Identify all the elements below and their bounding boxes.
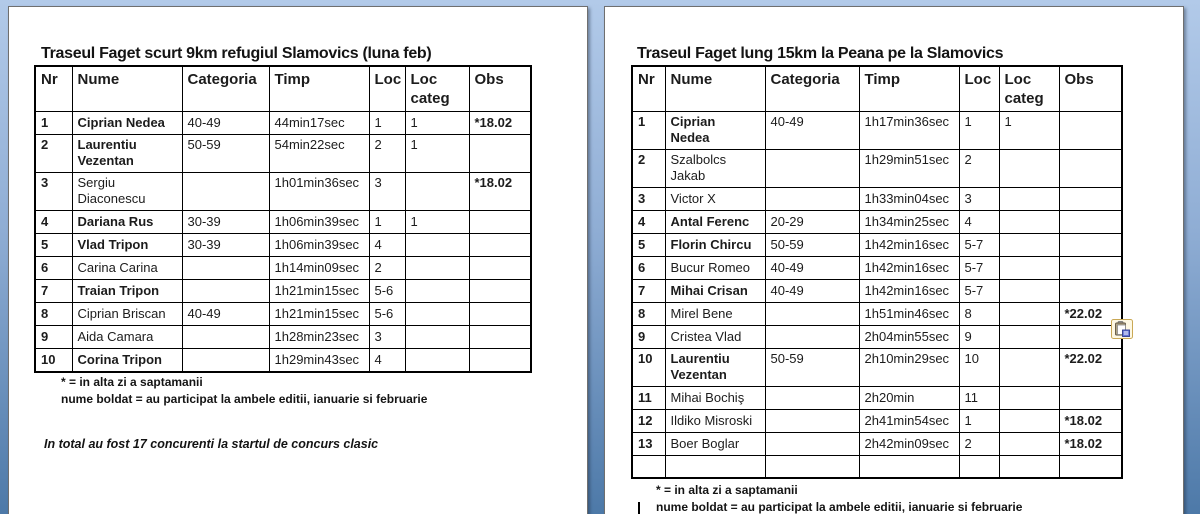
cell-loc: 9 — [959, 326, 999, 349]
table-row — [35, 303, 531, 326]
cell-name: Carina Carina — [72, 257, 182, 280]
cell-obs — [1059, 280, 1122, 303]
table-row — [35, 257, 531, 280]
cell-loccat — [405, 349, 469, 373]
cell-name: Ciprian Nedea — [665, 112, 765, 150]
cell-time: 1h28min23sec — [269, 326, 369, 349]
cell-name — [665, 456, 765, 478]
cell-time: 1h01min36sec — [269, 173, 369, 211]
table-row — [632, 349, 1122, 387]
cell-name: Laurentiu Vezentan — [72, 135, 182, 173]
cell-loc: 3 — [369, 173, 405, 211]
cell-cat — [182, 349, 269, 373]
cell-name: Mirel Bene — [665, 303, 765, 326]
column-header: Loc — [959, 66, 999, 112]
results-table-short-course — [34, 65, 532, 373]
cell-loccat — [405, 326, 469, 349]
cell-name: Laurentiu Vezentan — [665, 349, 765, 387]
cell-time: 1h06min39sec — [269, 211, 369, 234]
cell-loccat — [999, 257, 1059, 280]
cell-loccat: 1 — [405, 112, 469, 135]
cell-name: Aida Camara — [72, 326, 182, 349]
cell-nr: 6 — [35, 257, 72, 280]
cell-obs — [1059, 211, 1122, 234]
legend-note-line: nume boldat = au participat la ambele editii, ianuarie si februarie — [61, 392, 428, 406]
cell-cat — [765, 326, 859, 349]
cell-cat: 30-39 — [182, 234, 269, 257]
cell-time: 1h21min15sec — [269, 303, 369, 326]
cell-name: Corina Tripon — [72, 349, 182, 373]
column-header: Loc — [369, 66, 405, 112]
cell-cat — [765, 410, 859, 433]
cell-name: Traian Tripon — [72, 280, 182, 303]
cell-obs — [469, 257, 531, 280]
cell-loccat: 1 — [405, 211, 469, 234]
table-row — [632, 234, 1122, 257]
cell-loccat — [999, 456, 1059, 478]
cell-time: 2h04min55sec — [859, 326, 959, 349]
cell-nr: 9 — [35, 326, 72, 349]
cell-time: 1h21min15sec — [269, 280, 369, 303]
cell-obs: *22.02 — [1059, 303, 1122, 326]
cell-obs: *18.02 — [469, 112, 531, 135]
table-row — [35, 326, 531, 349]
cell-obs: *22.02 — [1059, 349, 1122, 387]
cell-cat: 40-49 — [765, 112, 859, 150]
table-row — [35, 280, 531, 303]
cell-loc: 5-7 — [959, 280, 999, 303]
cell-name: Antal Ferenc — [665, 211, 765, 234]
table-row — [35, 135, 531, 173]
cell-loc: 10 — [959, 349, 999, 387]
column-header: Nr — [35, 66, 72, 112]
cell-nr: 5 — [35, 234, 72, 257]
table-row — [632, 410, 1122, 433]
column-header: Nume — [72, 66, 182, 112]
legend-note-line: * = in alta zi a saptamanii — [61, 375, 203, 389]
cell-loccat — [405, 303, 469, 326]
header-row — [35, 66, 531, 112]
cell-time: 2h20min — [859, 387, 959, 410]
cell-name: Boer Boglar — [665, 433, 765, 456]
cell-loc: 1 — [369, 211, 405, 234]
cell-nr: 10 — [35, 349, 72, 373]
document-page-1[interactable] — [8, 6, 588, 514]
cell-loc: 5-6 — [369, 303, 405, 326]
cell-nr: 3 — [632, 188, 665, 211]
cell-name: Mihai Bochiş — [665, 387, 765, 410]
cell-obs — [469, 135, 531, 173]
cell-loc: 1 — [959, 112, 999, 150]
table-row — [35, 112, 531, 135]
cell-name: Szalbolcs Jakab — [665, 150, 765, 188]
cell-loccat — [999, 280, 1059, 303]
table-row — [632, 211, 1122, 234]
cell-time: 1h14min09sec — [269, 257, 369, 280]
cell-nr — [632, 456, 665, 478]
cell-cat: 50-59 — [182, 135, 269, 173]
cell-obs — [1059, 150, 1122, 188]
paste-options-icon — [1111, 319, 1133, 339]
column-header: Obs — [1059, 66, 1122, 112]
cell-time: 1h29min43sec — [269, 349, 369, 373]
cell-loc: 4 — [369, 349, 405, 373]
cell-loc: 4 — [369, 234, 405, 257]
cell-time: 2h41min54sec — [859, 410, 959, 433]
cell-loc: 5-7 — [959, 234, 999, 257]
cell-cat — [182, 173, 269, 211]
cell-obs — [469, 234, 531, 257]
cell-time: 1h42min16sec — [859, 234, 959, 257]
table-row — [35, 211, 531, 234]
cell-loc: 1 — [959, 410, 999, 433]
cell-loc: 4 — [959, 211, 999, 234]
cell-name: Ildiko Misroski — [665, 410, 765, 433]
cell-nr: 10 — [632, 349, 665, 387]
cell-cat — [765, 456, 859, 478]
cell-loc — [959, 456, 999, 478]
cell-cat: 50-59 — [765, 234, 859, 257]
cell-cat: 20-29 — [765, 211, 859, 234]
cell-cat: 50-59 — [765, 349, 859, 387]
results-table-long-course — [631, 65, 1123, 479]
cell-time: 1h51min46sec — [859, 303, 959, 326]
cell-loccat: 1 — [405, 135, 469, 173]
table-row — [632, 326, 1122, 349]
cell-obs — [1059, 234, 1122, 257]
cell-cat: 30-39 — [182, 211, 269, 234]
cell-loccat — [405, 173, 469, 211]
cell-loccat — [999, 188, 1059, 211]
cell-nr: 9 — [632, 326, 665, 349]
cell-loc: 5-7 — [959, 257, 999, 280]
text-cursor — [638, 502, 640, 514]
cell-obs — [469, 303, 531, 326]
cell-loccat — [999, 349, 1059, 387]
page-title: Traseul Faget scurt 9km refugiul Slamovics (luna feb) — [41, 45, 432, 62]
cell-nr: 4 — [35, 211, 72, 234]
cell-cat: 40-49 — [182, 303, 269, 326]
table-row — [632, 387, 1122, 410]
table-row — [632, 303, 1122, 326]
column-header: Obs — [469, 66, 531, 112]
cell-name: Vlad Tripon — [72, 234, 182, 257]
table-row — [35, 234, 531, 257]
table-row — [632, 456, 1122, 478]
cell-obs — [469, 349, 531, 373]
column-header: Loc categ — [405, 66, 469, 112]
cell-name: Mihai Crisan — [665, 280, 765, 303]
cell-cat — [765, 188, 859, 211]
legend-notes — [656, 482, 1022, 514]
cell-obs — [1059, 188, 1122, 211]
cell-loc: 2 — [959, 433, 999, 456]
table-row — [632, 257, 1122, 280]
cell-nr: 1 — [632, 112, 665, 150]
legend-notes — [61, 374, 427, 408]
cell-time: 1h33min04sec — [859, 188, 959, 211]
column-header: Loc categ — [999, 66, 1059, 112]
cell-nr: 7 — [35, 280, 72, 303]
column-header: Nume — [665, 66, 765, 112]
cell-loc: 2 — [369, 135, 405, 173]
cell-time: 1h17min36sec — [859, 112, 959, 150]
cell-obs — [469, 280, 531, 303]
cell-loc: 8 — [959, 303, 999, 326]
cell-nr: 2 — [632, 150, 665, 188]
cell-cat — [765, 150, 859, 188]
cell-cat — [765, 303, 859, 326]
cell-loccat — [999, 410, 1059, 433]
cell-time: 54min22sec — [269, 135, 369, 173]
cell-time: 1h42min16sec — [859, 257, 959, 280]
cell-cat — [765, 433, 859, 456]
cell-obs — [1059, 257, 1122, 280]
cell-cat — [182, 326, 269, 349]
cell-cat — [182, 257, 269, 280]
cell-nr: 8 — [632, 303, 665, 326]
cell-obs — [1059, 112, 1122, 150]
cell-loccat — [999, 150, 1059, 188]
cell-loccat — [999, 326, 1059, 349]
cell-obs: *18.02 — [1059, 410, 1122, 433]
document-page-2[interactable] — [604, 6, 1184, 514]
cell-obs — [469, 211, 531, 234]
column-header: Categoria — [182, 66, 269, 112]
cell-loccat — [999, 211, 1059, 234]
page-title: Traseul Faget lung 15km la Peana pe la Slamovics — [637, 45, 1004, 62]
cell-time: 2h10min29sec — [859, 349, 959, 387]
table-row — [35, 349, 531, 373]
cell-name: Ciprian Briscan — [72, 303, 182, 326]
table-row — [632, 112, 1122, 150]
column-header: Categoria — [765, 66, 859, 112]
cell-cat: 40-49 — [765, 280, 859, 303]
cell-loccat — [405, 257, 469, 280]
cell-loc: 5-6 — [369, 280, 405, 303]
cell-loc: 3 — [959, 188, 999, 211]
cell-loccat — [999, 387, 1059, 410]
cell-name: Ciprian Nedea — [72, 112, 182, 135]
cell-time: 2h42min09sec — [859, 433, 959, 456]
cell-cat — [765, 387, 859, 410]
cell-name: Sergiu Diaconescu — [72, 173, 182, 211]
table-row — [35, 173, 531, 211]
cell-loccat — [405, 280, 469, 303]
column-header: Timp — [859, 66, 959, 112]
cell-nr: 6 — [632, 257, 665, 280]
cell-loc: 2 — [959, 150, 999, 188]
cell-name: Victor X — [665, 188, 765, 211]
total-participants-note: In total au fost 17 concurenti la startul de concurs clasic — [44, 437, 379, 451]
cell-time: 1h06min39sec — [269, 234, 369, 257]
cell-loc: 3 — [369, 326, 405, 349]
legend-note-line: * = in alta zi a saptamanii — [656, 483, 798, 497]
cell-obs — [1059, 387, 1122, 410]
cell-loccat — [999, 234, 1059, 257]
table-row — [632, 433, 1122, 456]
cell-cat: 40-49 — [765, 257, 859, 280]
cell-name: Dariana Rus — [72, 211, 182, 234]
legend-note-line: nume boldat = au participat la ambele editii, ianuarie si februarie — [656, 500, 1023, 514]
paste-options-button[interactable] — [1111, 319, 1133, 339]
cell-name: Cristea Vlad — [665, 326, 765, 349]
cell-time: 1h34min25sec — [859, 211, 959, 234]
cell-obs: *18.02 — [469, 173, 531, 211]
cell-obs — [1059, 456, 1122, 478]
cell-loccat: 1 — [999, 112, 1059, 150]
cell-nr: 4 — [632, 211, 665, 234]
cell-nr: 11 — [632, 387, 665, 410]
cell-time — [859, 456, 959, 478]
cell-loccat — [999, 433, 1059, 456]
cell-name: Florin Chircu — [665, 234, 765, 257]
cell-time: 1h29min51sec — [859, 150, 959, 188]
cell-nr: 8 — [35, 303, 72, 326]
cell-time: 44min17sec — [269, 112, 369, 135]
cell-cat — [182, 280, 269, 303]
cell-loc: 11 — [959, 387, 999, 410]
cell-loccat — [999, 303, 1059, 326]
table-row — [632, 150, 1122, 188]
cell-name: Bucur Romeo — [665, 257, 765, 280]
column-header: Timp — [269, 66, 369, 112]
cell-nr: 13 — [632, 433, 665, 456]
column-header: Nr — [632, 66, 665, 112]
cell-nr: 7 — [632, 280, 665, 303]
header-row — [632, 66, 1122, 112]
cell-cat: 40-49 — [182, 112, 269, 135]
cell-loccat — [405, 234, 469, 257]
cell-nr: 5 — [632, 234, 665, 257]
cell-nr: 3 — [35, 173, 72, 211]
cell-obs — [469, 326, 531, 349]
cell-nr: 12 — [632, 410, 665, 433]
cell-nr: 1 — [35, 112, 72, 135]
cell-loc: 1 — [369, 112, 405, 135]
table-row — [632, 188, 1122, 211]
cell-time: 1h42min16sec — [859, 280, 959, 303]
table-row — [632, 280, 1122, 303]
cell-nr: 2 — [35, 135, 72, 173]
cell-obs: *18.02 — [1059, 433, 1122, 456]
cell-loc: 2 — [369, 257, 405, 280]
